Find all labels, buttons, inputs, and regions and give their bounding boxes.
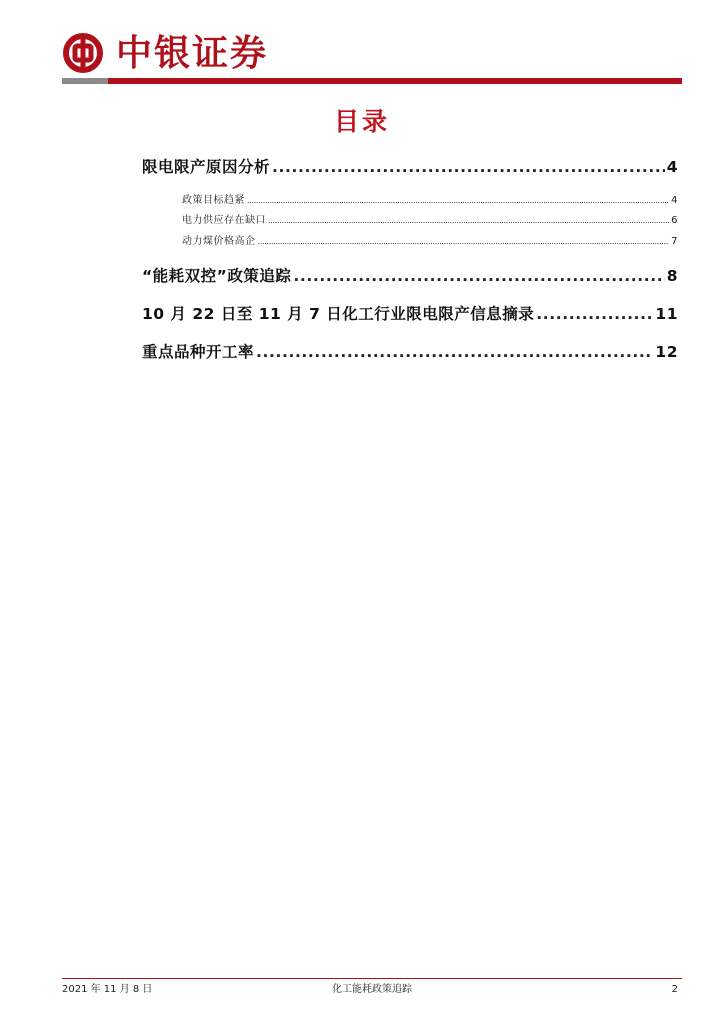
footer-report-title: 化工能耗政策追踪 — [332, 984, 412, 995]
toc-entry-page: 4 — [666, 158, 678, 176]
toc-entry-text: 动力煤价格高企 — [182, 236, 256, 247]
toc-entry-page: 4 — [671, 195, 678, 206]
footer-page-number: 2 — [671, 984, 678, 995]
toc-entry-text: 重点品种开工率 — [142, 343, 255, 361]
toc-entry-page: 6 — [671, 215, 678, 226]
toc-leader-dots — [258, 234, 670, 250]
toc-leader-dots — [256, 340, 653, 364]
toc-entry-text: 政策目标趋紧 — [182, 195, 245, 206]
toc-entry-text: 电力供应存在缺口 — [182, 215, 266, 226]
toc-entry[interactable] — [182, 193, 678, 209]
bank-of-china-logo-icon — [62, 32, 104, 74]
toc-entry[interactable] — [182, 213, 678, 229]
toc-entry-page: 12 — [655, 343, 678, 361]
toc-entry[interactable] — [142, 340, 678, 364]
toc-entry-page: 11 — [655, 305, 678, 323]
company-logo — [62, 30, 268, 76]
header-rule — [62, 78, 682, 84]
toc-entry[interactable] — [142, 302, 678, 326]
header-rule-red — [108, 78, 682, 84]
toc-entry-page: 7 — [671, 236, 678, 247]
toc-entry[interactable] — [182, 234, 678, 250]
toc-leader-dots — [247, 193, 669, 209]
toc-leader-dots — [293, 264, 664, 288]
toc-entry-page: 8 — [666, 267, 678, 285]
toc-leader-dots — [536, 302, 653, 326]
page-footer — [62, 982, 682, 998]
toc-leader-dots — [268, 213, 669, 229]
header-rule-grey — [62, 78, 108, 84]
footer-date: 2021 年 11 月 8 日 — [62, 984, 153, 995]
toc-entry[interactable] — [142, 155, 678, 179]
toc-entry-text: 10 月 22 日至 11 月 7 日化工行业限电限产信息摘录 — [142, 305, 535, 323]
toc-entry-text: 限电限产原因分析 — [142, 158, 271, 176]
toc-title: 目录 — [333, 107, 390, 136]
toc-leader-dots — [272, 155, 665, 179]
toc-entry-text: “能耗双控”政策追踪 — [142, 267, 292, 285]
brand-name: 中银证券 — [116, 32, 269, 74]
toc-entry[interactable] — [142, 264, 678, 288]
footer-rule — [62, 978, 682, 979]
